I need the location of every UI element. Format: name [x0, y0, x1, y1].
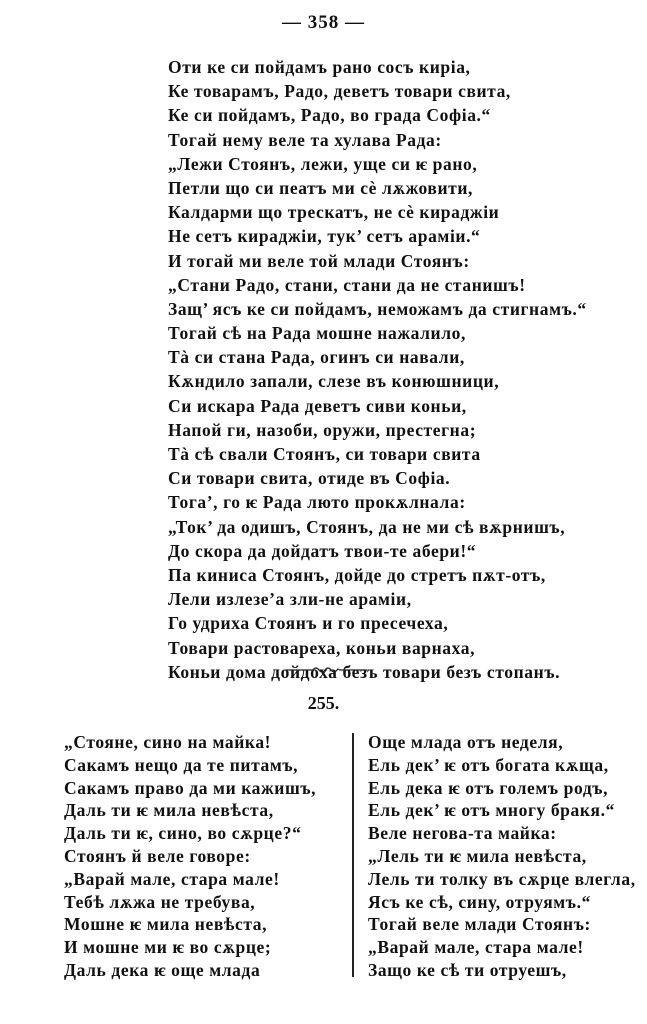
verse-line: Даль дека ѥ още млада	[64, 959, 261, 980]
verse-line: Напой ги, назоби, оружи, престегна;	[168, 419, 477, 440]
verse-line: Ке товарамъ, Радо, деветъ товари свита,	[168, 81, 511, 102]
verse-line: Ке си пойдамъ, Радо, во града Софіа.“	[168, 105, 491, 126]
verse-line: „Варай мале, стара мале!	[64, 868, 280, 889]
verse-line: Петли що си пеатъ ми сѐ лѫжовити,	[168, 177, 474, 198]
verse-line: Тогай сѣ на Рада мошне нажалило,	[168, 323, 466, 344]
page-number-header: — 358 —	[282, 12, 365, 33]
verse-line: Ель дек’ ѥ отъ богата кѫща,	[368, 754, 609, 775]
verse-line: Не сетъ кираджіи, тук’ сетъ арамiи.“	[168, 226, 481, 247]
verse-line: И мошне ми ѥ во сѫрце;	[64, 937, 272, 958]
ornament-divider	[285, 664, 367, 676]
verse-line: Тà си стана Рада, огинъ си навали,	[168, 347, 465, 368]
verse-line: Калдарми що трескатъ, не сѐ кираджіи	[168, 202, 500, 223]
verse-line: Даль ти ѥ мила невѣста,	[64, 800, 274, 821]
verse-line: Го удриха Стоянъ и го пресечеха,	[168, 613, 449, 634]
verse-line: Ель дек’ ѥ отъ многу бракя.“	[368, 800, 615, 821]
verse-line: Товари растовареха, коньи варнаха,	[168, 637, 476, 658]
verse-line: Лели излезе’а зли-не арамiи,	[168, 589, 412, 610]
verse-line: „Лель ти ѥ мила невѣста,	[368, 845, 587, 866]
verse-line: Защ’ ясъ ке си пойдамъ, неможамъ да стигнамъ.“	[168, 298, 587, 319]
verse-line: „Стани Радо, стани, стани да не станишъ!	[168, 274, 526, 295]
top-stanza	[168, 55, 587, 684]
verse-line: Ель дека ѥ отъ големъ родъ,	[368, 777, 609, 798]
verse-line: Тебѣ лѫжа не требува,	[64, 891, 256, 912]
verse-line: Кѫндило запали, слезе въ конюшници,	[168, 371, 500, 392]
verse-line: Сакамъ право да ми кажишъ,	[64, 777, 317, 798]
verse-line: Тогай веле млади Стоянъ:	[368, 914, 591, 935]
verse-line: Защо ке сѣ ти отруешъ,	[368, 959, 567, 980]
verse-line: Даль ти ѥ, сино, во сѫрце?“	[64, 823, 302, 844]
verse-line: Мошне ѥ мила невѣста,	[64, 914, 268, 935]
verse-line: Си искара Рада деветъ сиви коньи,	[168, 395, 467, 416]
left-column	[64, 731, 316, 982]
right-column	[368, 731, 636, 982]
verse-line: Па киниса Стоянъ, дойде до стретъ пѫт-отъ,	[168, 564, 546, 585]
verse-line: Оти ке си пойдамъ рано сосъ киріа,	[168, 57, 471, 77]
verse-line: Сакамъ нещо да те питамъ,	[64, 754, 299, 775]
verse-line: Още млада отъ неделя,	[368, 732, 564, 752]
verse-line: Веле негова-та майка:	[368, 823, 557, 844]
verse-line: „Ток’ да одишъ, Стоянъ, да не ми сѣ вѫрнишъ,	[168, 516, 566, 537]
verse-line: До скора да дойдатъ твои-те абери!“	[168, 540, 477, 561]
verse-line: Коньи дома дойдоха безъ товари безъ стопанъ.	[168, 661, 561, 682]
verse-line: Тога’, го ѥ Рада люто прокѫлнала:	[168, 492, 466, 513]
verse-line: „Стояне, сино на майка!	[64, 732, 272, 752]
verse-line: Тà сѣ свали Стоянъ, си товари свита	[168, 444, 481, 464]
column-divider	[352, 733, 354, 977]
verse-line: Си товари свита, отиде въ Софіа.	[168, 468, 451, 489]
verse-line: Лель ти толку въ сѫрце влегла,	[368, 868, 636, 889]
verse-line: И тогай ми веле той млади Стоянъ:	[168, 250, 470, 271]
verse-line: Тогай нему веле та хулава Рада:	[168, 129, 442, 150]
verse-line: Стоянъ й веле говоре:	[64, 845, 251, 866]
verse-line: Ясъ ке сѣ, сину, отруямъ.“	[368, 891, 591, 912]
song-number: 255.	[307, 693, 340, 713]
verse-line: „Лежи Стоянъ, лежи, уще си ѥ рано,	[168, 153, 478, 174]
verse-line: „Варай мале, стара мале!	[368, 937, 584, 958]
